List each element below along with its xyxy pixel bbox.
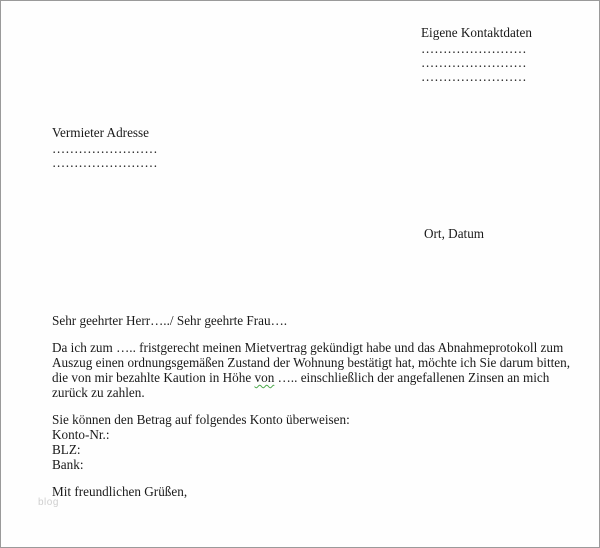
bank-intro: Sie können den Betrag auf folgendes Konto überweisen: xyxy=(52,412,350,427)
body-line-3-end: ….. einschließlich der angefallenen Zinsen an mich xyxy=(274,370,550,385)
bank-konto: Konto-Nr.: xyxy=(52,427,110,442)
body-line-3-start: die von mir bezahlte Kaution in Höhe xyxy=(52,370,255,385)
recipient-heading: Vermieter Adresse xyxy=(52,125,150,140)
sender-heading: Eigene Kontaktdaten xyxy=(421,25,532,40)
recipient-line-1: …………………… xyxy=(52,141,158,156)
closing: Mit freundlichen Grüßen, xyxy=(52,484,188,499)
bank-blz: BLZ: xyxy=(52,442,81,457)
recipient-line-2: …………………… xyxy=(52,155,158,170)
salutation: Sehr geehrter Herr…../ Sehr geehrte Frau…. xyxy=(52,313,288,328)
body-line-4: zurück zu zahlen. xyxy=(52,385,145,400)
body-line-2: Auszug einen ordnungsgemäßen Zustand der Wohnung bestätigt hat, möchte ich Sie darum bitten, xyxy=(52,355,571,370)
sender-line-3: …………………… xyxy=(421,69,527,84)
bank-name: Bank: xyxy=(52,457,84,472)
place-date: Ort, Datum xyxy=(424,226,485,241)
sender-line-1: …………………… xyxy=(421,41,527,56)
sender-line-2: …………………… xyxy=(421,55,527,70)
spellcheck-flagged-word: von xyxy=(254,370,275,385)
body-line-3 xyxy=(52,370,549,385)
watermark: blog xyxy=(38,497,59,508)
body-line-1: Da ich zum ….. fristgerecht meinen Mietvertrag gekündigt habe und das Abnahmeprotokoll zum xyxy=(52,340,564,355)
